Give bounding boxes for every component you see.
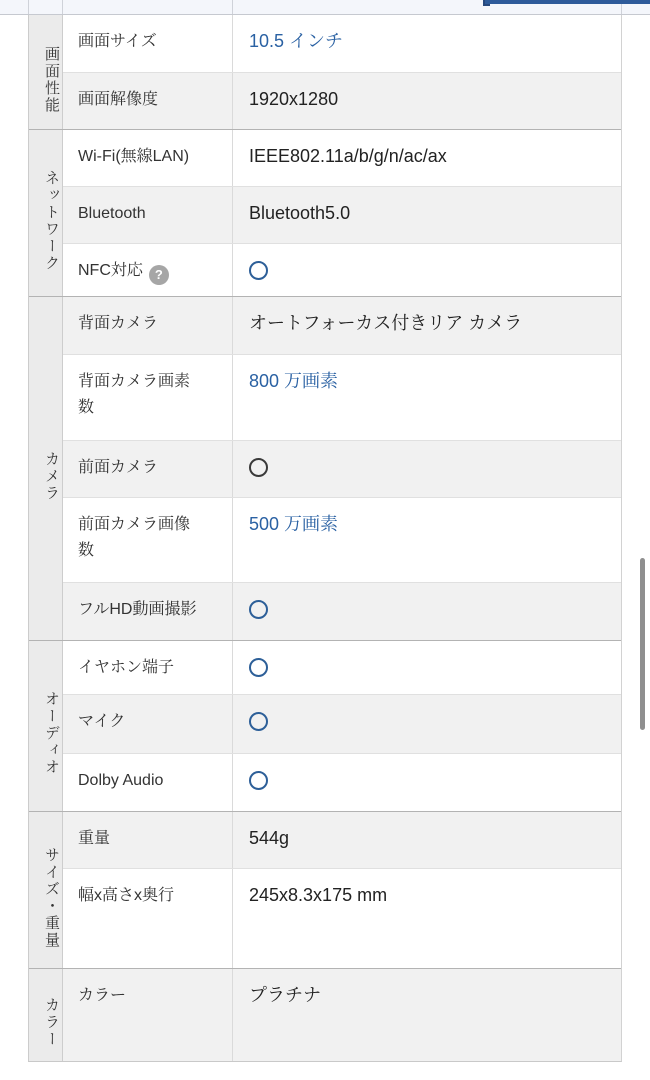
section-category-label: オーディオ: [29, 641, 63, 811]
scrollbar-thumb[interactable]: [640, 558, 645, 730]
spec-value: [233, 187, 621, 243]
spec-value: [233, 498, 621, 582]
spec-section: [29, 296, 621, 640]
spec-value-text: オートフォーカス付きリア カメラ: [249, 313, 523, 333]
spec-value: [233, 355, 621, 440]
spec-label-text: Dolby Audio: [78, 772, 164, 789]
spec-row: [63, 354, 621, 440]
spec-row: [63, 694, 621, 753]
spec-value: [233, 695, 621, 753]
spec-label: [63, 969, 233, 1061]
spec-section: [29, 15, 621, 129]
spec-section: [29, 640, 621, 811]
spec-label-text: 背面カメラ画素数: [78, 373, 191, 416]
spec-label-text: NFC対応: [78, 262, 143, 279]
spec-value: [233, 641, 621, 694]
spec-row: [63, 15, 621, 72]
supported-circle-icon: [249, 458, 268, 477]
spec-label-text: 幅x高さx奥行: [78, 887, 175, 904]
spec-value: [233, 244, 621, 296]
spec-value-link[interactable]: 500 万画素: [249, 514, 339, 534]
spec-label: [63, 297, 233, 354]
spec-value: [233, 441, 621, 497]
spec-row: [63, 582, 621, 640]
supported-circle-link-icon[interactable]: [249, 712, 268, 731]
spec-section: [29, 129, 621, 296]
spec-value-link[interactable]: 800 万画素: [249, 371, 339, 391]
section-rows: [63, 812, 621, 968]
spec-value: [233, 969, 621, 1061]
spec-row: [63, 440, 621, 497]
spec-value: [233, 869, 621, 968]
label-column-border: [232, 0, 233, 14]
spec-value: [233, 812, 621, 868]
section-rows: [63, 969, 621, 1061]
spec-value-text: プラチナ: [249, 985, 321, 1005]
spec-row: [63, 243, 621, 296]
spec-value: [233, 583, 621, 640]
spec-label: [63, 498, 233, 582]
spec-label: [63, 73, 233, 129]
spec-row: [63, 753, 621, 811]
spec-label: [63, 244, 233, 296]
supported-circle-link-icon[interactable]: [249, 771, 268, 790]
section-rows: [63, 130, 621, 296]
spec-value: [233, 15, 621, 72]
supported-circle-link-icon[interactable]: [249, 658, 268, 677]
spec-row: [63, 72, 621, 129]
spec-label: [63, 695, 233, 753]
section-category-label: カメラ: [29, 297, 63, 640]
spec-value-link[interactable]: 10.5 インチ: [249, 31, 344, 51]
help-icon[interactable]: ?: [149, 265, 169, 285]
spec-label-text: フルHD動画撮影: [78, 601, 197, 618]
spec-label-text: 前面カメラ: [78, 459, 159, 476]
category-column-border: [62, 0, 63, 14]
spec-label: [63, 187, 233, 243]
spec-row: [63, 497, 621, 582]
tab-indicator-bar-fragment: [485, 0, 650, 4]
section-category-label: ネットワーク: [29, 130, 63, 296]
spec-row: [63, 130, 621, 186]
spec-label-text: イヤホン端子: [78, 659, 175, 676]
spec-label: [63, 355, 233, 440]
spec-value-text: 245x8.3x175 mm: [249, 885, 388, 905]
section-rows: [63, 15, 621, 129]
spec-label: [63, 869, 233, 968]
section-rows: [63, 641, 621, 811]
spec-label-text: 画面サイズ: [78, 33, 157, 50]
spec-value: [233, 297, 621, 354]
spec-value: [233, 73, 621, 129]
spec-label: [63, 641, 233, 694]
section-category-label: サイズ・重量: [29, 812, 63, 968]
spec-label-text: Bluetooth: [78, 205, 146, 222]
top-strip: [0, 0, 650, 15]
spec-label-text: 重量: [78, 830, 111, 847]
spec-label-text: カラー: [78, 987, 127, 1004]
spec-value-text: Bluetooth5.0: [249, 203, 351, 223]
spec-label-text: 前面カメラ画像数: [78, 516, 191, 559]
spec-row: [63, 297, 621, 354]
spec-section: [29, 811, 621, 968]
spec-section: [29, 968, 621, 1061]
spec-label-text: 画面解像度: [78, 91, 159, 108]
spec-row: [63, 812, 621, 868]
spec-row: [63, 969, 621, 1061]
spec-label: [63, 15, 233, 72]
spec-label: [63, 583, 233, 640]
spec-label-text: 背面カメラ: [78, 315, 159, 332]
spec-value: [233, 130, 621, 186]
spec-row: [63, 186, 621, 243]
spec-value: [233, 754, 621, 811]
spec-label: [63, 441, 233, 497]
spec-label: [63, 130, 233, 186]
spec-value-text: 544g: [249, 828, 290, 848]
section-category-label: 画面性能: [29, 15, 63, 129]
spec-value-text: 1920x1280: [249, 89, 339, 109]
spec-label: [63, 754, 233, 811]
section-rows: [63, 297, 621, 640]
spec-label: [63, 812, 233, 868]
table-left-border: [28, 0, 29, 14]
spec-row: [63, 868, 621, 968]
spec-label-text: マイク: [78, 713, 126, 730]
supported-circle-link-icon[interactable]: [249, 261, 268, 280]
section-category-label: カラー: [29, 969, 63, 1061]
supported-circle-link-icon[interactable]: [249, 600, 268, 619]
spec-row: [63, 641, 621, 694]
spec-value-text: IEEE802.11a/b/g/n/ac/ax: [249, 146, 447, 166]
spec-table: [28, 15, 622, 1062]
spec-label-text: Wi-Fi(無線LAN): [78, 148, 190, 165]
